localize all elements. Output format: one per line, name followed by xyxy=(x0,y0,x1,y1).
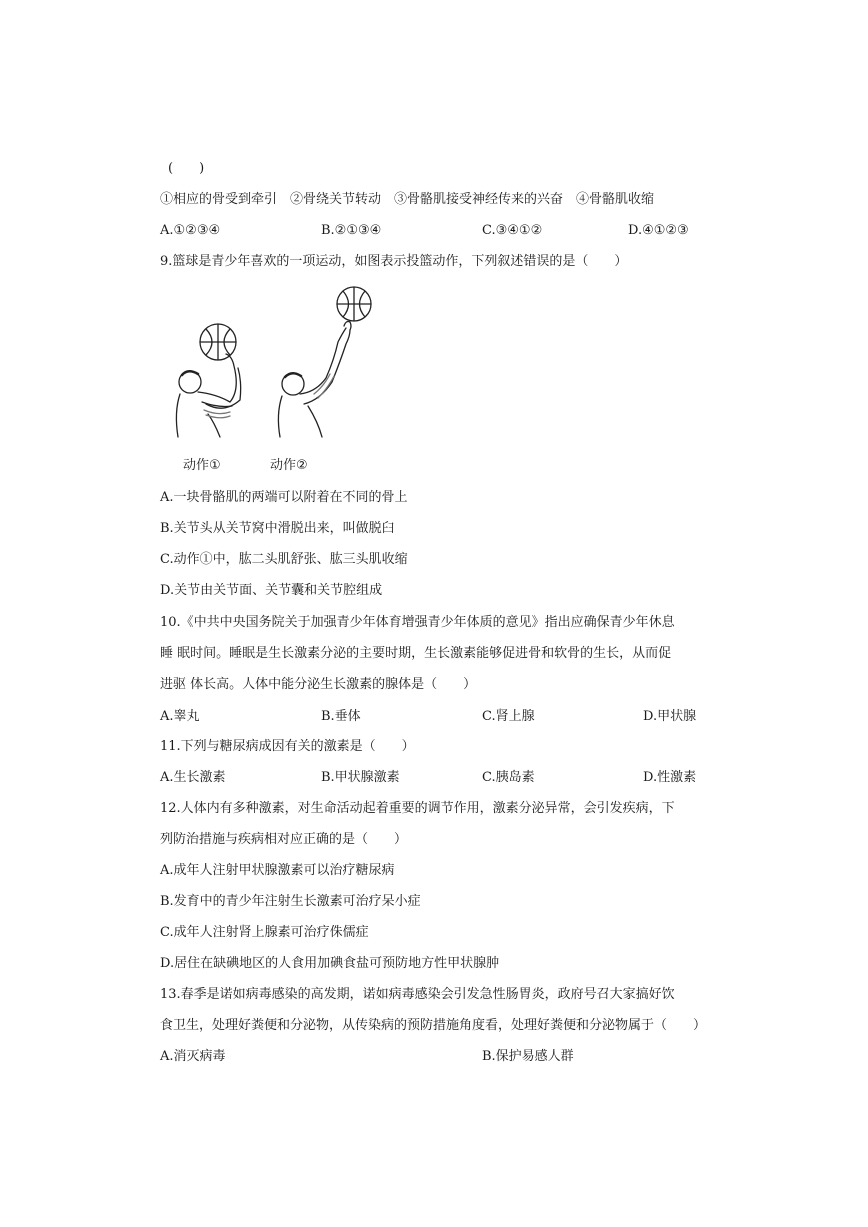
q12-option-d: D.居住在缺碘地区的人食用加碘食盐可预防地方性甲状腺肿 xyxy=(160,956,500,971)
q8-option-a: A.①②③④ xyxy=(160,223,221,238)
q13-stem-line-2: 食卫生，处理好粪便和分泌物，从传染病的预防措施角度看，处理好粪便和分泌物属于（ ） xyxy=(160,1018,707,1033)
q8-option-b: B.②①③④ xyxy=(321,223,382,238)
player-1 xyxy=(176,354,240,437)
figure-caption-action-1: 动作① xyxy=(183,458,221,473)
q10-option-d: D.甲状腺 xyxy=(643,709,697,724)
q13-option-a: A.消灭病毒 xyxy=(160,1049,226,1064)
q10-stem-line-3: 进驱 体长高。人体中能分泌生长激素的腺体是（ ） xyxy=(160,677,477,692)
q9-option-c: C.动作①中，肱二头肌舒张、肱三头肌收缩 xyxy=(160,552,408,567)
q12-option-c: C.成年人注射肾上腺素可治疗侏儒症 xyxy=(160,925,369,940)
q11-option-b: B.甲状腺激素 xyxy=(321,770,400,785)
q10-option-c: C.肾上腺 xyxy=(482,709,535,724)
q10-option-a: A.睾丸 xyxy=(160,709,200,724)
figure-caption-action-2: 动作② xyxy=(270,458,308,473)
q11-option-c: C.胰岛素 xyxy=(482,770,535,785)
q10-option-b: B.垂体 xyxy=(321,709,361,724)
q13-stem-line-1: 13.春季是诺如病毒感染的高发期，诺如病毒感染会引发急性肠胃炎，政府号召大家搞好饮 xyxy=(160,987,675,1002)
basketball-2 xyxy=(337,287,371,321)
q8-option-c: C.③④①② xyxy=(482,223,543,238)
q9-option-b: B.关节头从关节窝中滑脱出来，叫做脱臼 xyxy=(160,521,395,536)
q8-option-d: D.④①②③ xyxy=(628,223,689,238)
basketball-shooting-figure xyxy=(168,282,388,447)
q10-stem-line-1: 10.《中共中央国务院关于加强青少年体育增强青少年体质的意见》指出应确保青少年休息 xyxy=(160,615,675,630)
player-2 xyxy=(278,322,351,438)
q9-stem: 9.篮球是青少年喜欢的一项运动，如图表示投篮动作，下列叙述错误的是（ ） xyxy=(160,254,628,269)
q12-stem-line-1: 12.人体内有多种激素，对生命活动起着重要的调节作用，激素分泌异常，会引发疾病，下 xyxy=(160,801,675,816)
q9-option-d: D.关节由关节面、关节囊和关节腔组成 xyxy=(160,583,383,598)
q11-stem: 11.下列与糖尿病成因有关的激素是（ ） xyxy=(160,739,415,754)
q13-option-b: B.保护易感人群 xyxy=(482,1049,574,1064)
q8-bracket: ( ) xyxy=(168,161,205,176)
q12-option-a: A.成年人注射甲状腺激素可以治疗糖尿病 xyxy=(160,863,395,878)
basketball-1 xyxy=(200,324,236,360)
q12-stem-line-2: 列防治措施与疾病相对应正确的是（ ） xyxy=(160,832,408,847)
q11-option-a: A.生长激素 xyxy=(160,770,226,785)
q8-steps: ①相应的骨受到牵引 ②骨绕关节转动 ③骨骼肌接受神经传来的兴奋 ④骨骼肌收缩 xyxy=(160,192,655,207)
q12-option-b: B.发育中的青少年注射生长激素可治疗呆小症 xyxy=(160,894,421,909)
q9-option-a: A.一块骨骼肌的两端可以附着在不同的骨上 xyxy=(160,490,408,505)
q10-stem-line-2: 睡 眠时间。睡眠是生长激素分泌的主要时期，生长激素能够促进骨和软骨的生长，从而促 xyxy=(160,646,672,661)
q11-option-d: D.性激素 xyxy=(643,770,697,785)
